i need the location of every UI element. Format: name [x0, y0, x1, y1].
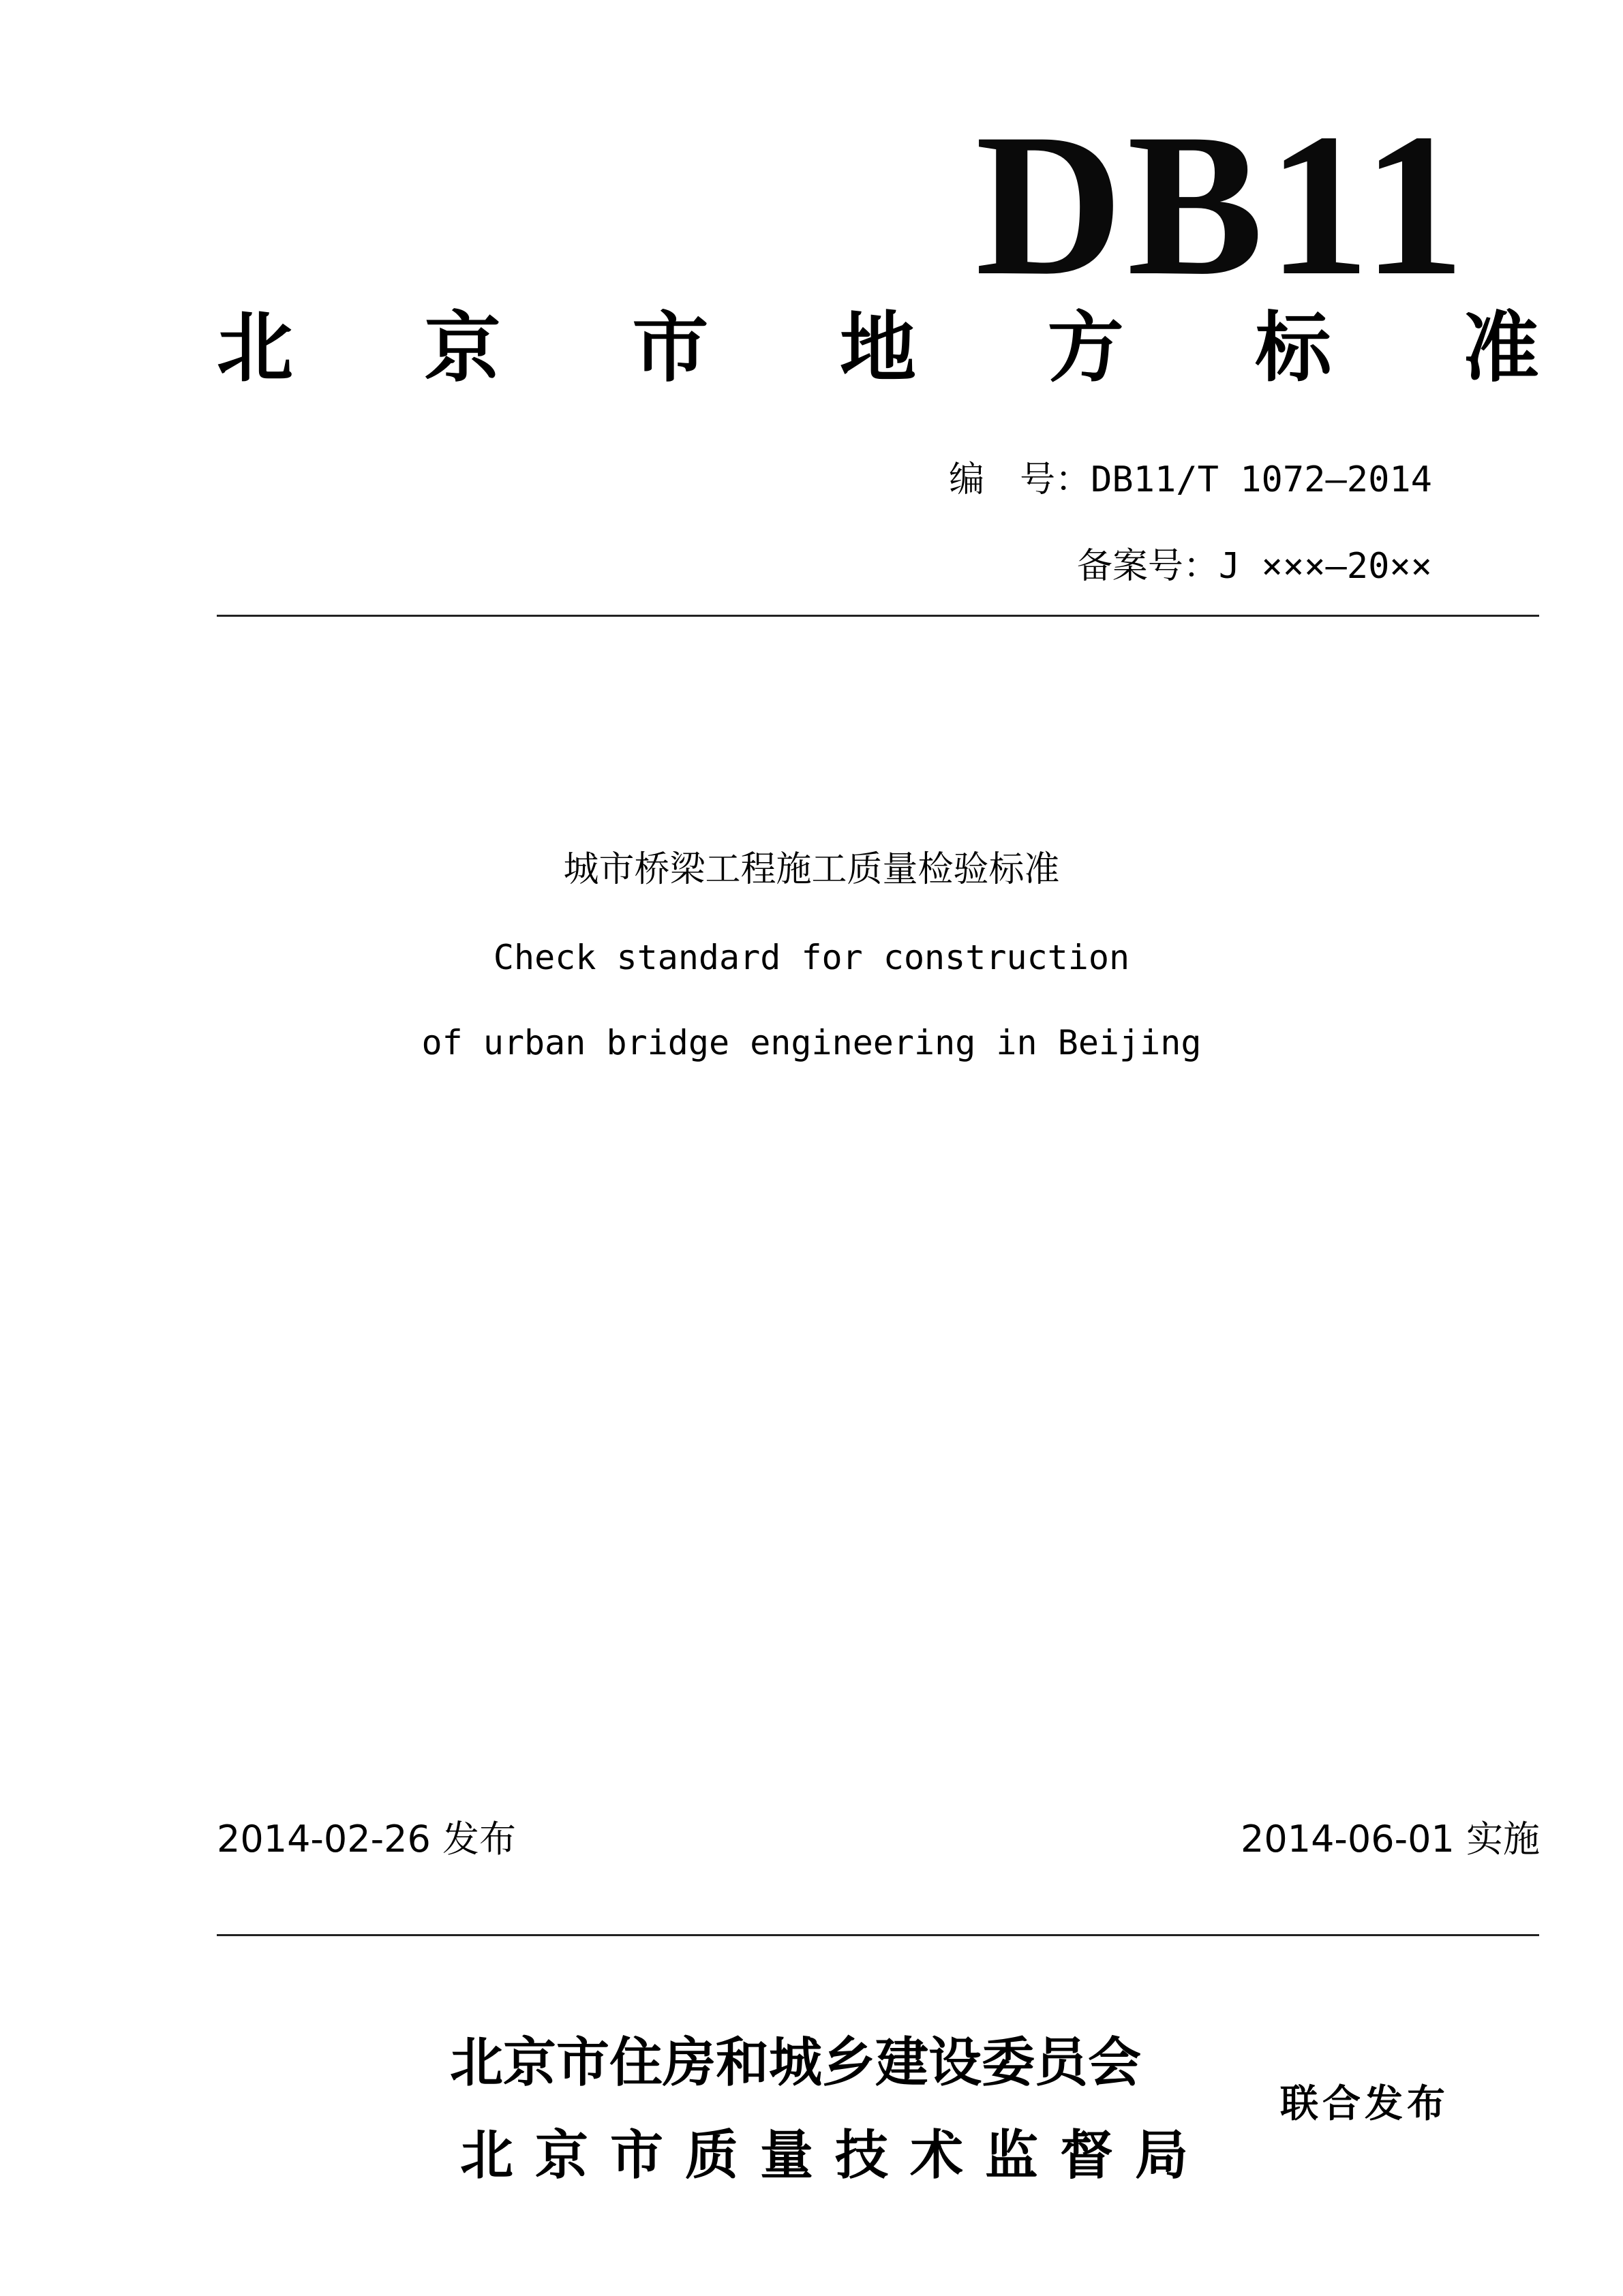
footer-divider [217, 1934, 1539, 1936]
standard-kind-char: 方 [1047, 304, 1124, 393]
standard-kind-char: 地 [839, 304, 916, 393]
standard-kind-char: 京 [424, 304, 501, 393]
standard-number: 编 号：DB11/T 1072—2014 [949, 459, 1432, 500]
title-chinese: 城市桥梁工程施工质量检验标准 [563, 849, 1060, 890]
issuer-housing-commission: 北京市住房和城乡建设委员会 [450, 2032, 1142, 2094]
joint-issue-label: 联合发布 [1280, 2082, 1449, 2126]
issuer-quality-bureau: 北京市质量技术监督局 [460, 2124, 1211, 2186]
standard-kind-char: 准 [1462, 304, 1539, 393]
standard-kind-char: 市 [632, 304, 709, 393]
standard-code-mark: DB11 [975, 91, 1469, 318]
title-english-line-1: Check standard for construction [493, 938, 1130, 977]
standard-kind-heading [217, 304, 1539, 393]
title-english-line-2: of urban bridge engineering in Beijing [421, 1023, 1202, 1062]
standard-kind-char: 北 [217, 304, 293, 393]
header-divider [217, 615, 1539, 617]
standard-kind-char: 标 [1255, 304, 1332, 393]
registration-number: 备案号：J ×××—20×× [1076, 546, 1432, 587]
issue-date: 2014-02-26 发布 [217, 1818, 516, 1861]
effective-date: 2014-06-01 实施 [1241, 1818, 1540, 1861]
